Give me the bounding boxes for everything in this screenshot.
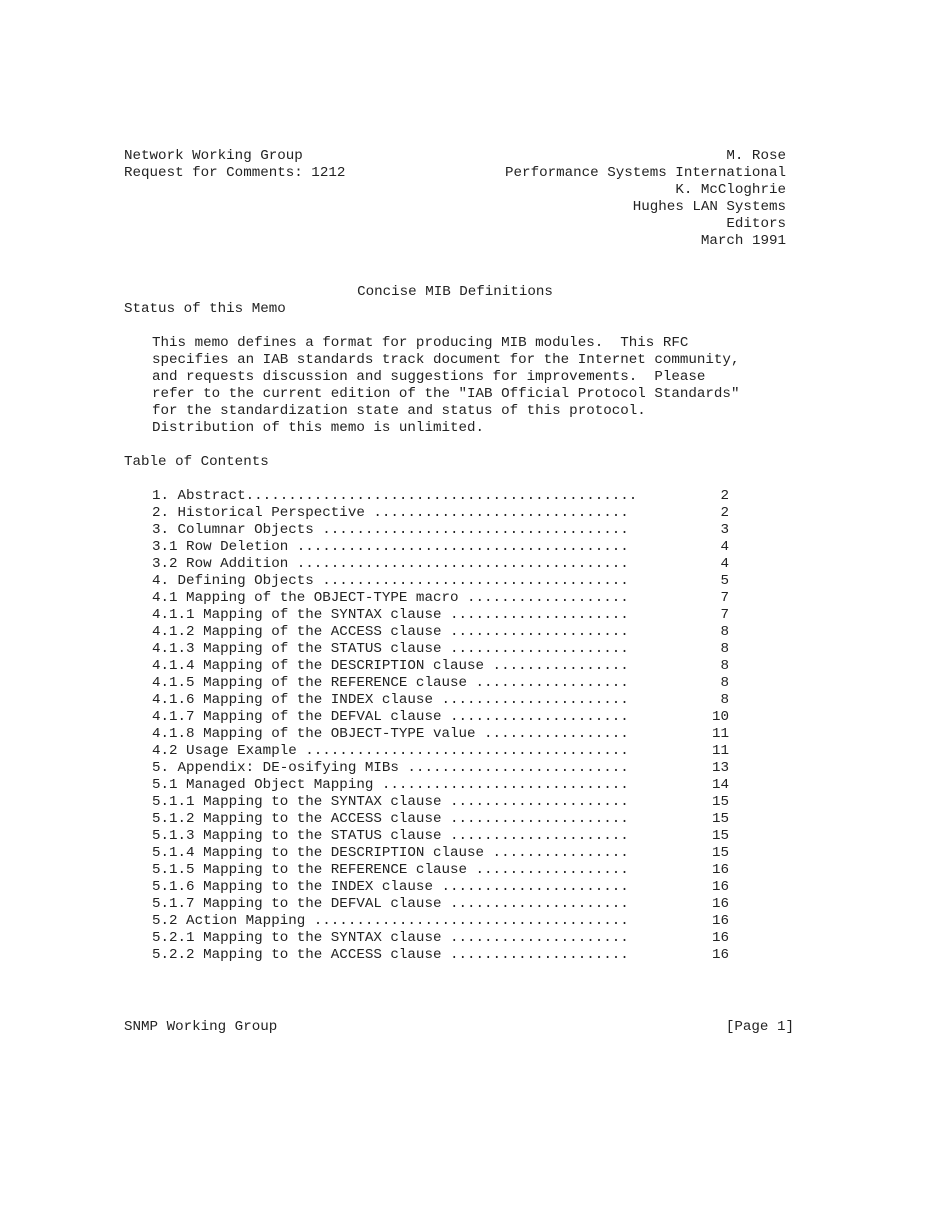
toc-entry-page: 16 (711, 879, 729, 895)
toc-entry (152, 743, 729, 760)
header-row-3 (124, 182, 786, 199)
toc-entry-text: 5.2.2 Mapping to the ACCESS clause ..................... (152, 947, 629, 963)
toc-entry-text: 3.1 Row Deletion ....................................... (152, 539, 629, 555)
editors-label: Editors (726, 216, 786, 232)
toc-entry-text: 5.1.2 Mapping to the ACCESS clause ..................... (152, 811, 629, 827)
toc-entry-text: 2. Historical Perspective .............................. (152, 505, 629, 521)
toc-entry-text: 5.1.1 Mapping to the SYNTAX clause ..................... (152, 794, 629, 810)
toc-entry-text: 5.1.6 Mapping to the INDEX clause ...................... (152, 879, 629, 895)
toc-entry-text: 4.1.4 Mapping of the DESCRIPTION clause ................ (152, 658, 629, 674)
footer-group-label: SNMP Working Group (124, 1019, 278, 1035)
toc-entry-page: 16 (711, 913, 729, 929)
toc-entry-text: 5.1 Managed Object Mapping ............................. (152, 777, 629, 793)
toc-entry (152, 811, 729, 828)
toc-entry (152, 862, 729, 879)
toc-entry-page: 16 (711, 862, 729, 878)
status-body (124, 335, 924, 437)
publication-date: March 1991 (700, 233, 786, 249)
toc-entry-page: 15 (711, 811, 729, 827)
toc-entry (152, 777, 729, 794)
rfc-number-label: Request for Comments: 1212 (124, 165, 346, 181)
toc-entry-page: 2 (720, 505, 729, 521)
toc-entry-text: 4.1.8 Mapping of the OBJECT-TYPE value ................. (152, 726, 629, 742)
toc-entry-page: 15 (711, 828, 729, 844)
toc-entry-text: 5.1.3 Mapping to the STATUS clause ..................... (152, 828, 629, 844)
status-line: This memo defines a format for producing MIB modules. This RFC (152, 335, 689, 351)
rfc-page (124, 148, 924, 964)
toc-entry (152, 522, 729, 539)
toc-entry-text: 4.1.1 Mapping of the SYNTAX clause ..................... (152, 607, 629, 623)
document-title: Concise MIB Definitions (357, 284, 553, 300)
toc-entry-page: 10 (711, 709, 729, 725)
status-line: refer to the current edition of the "IAB Official Protocol Standards" (152, 386, 740, 402)
toc-entry-page: 8 (720, 641, 729, 657)
toc-entry-text: 5.1.4 Mapping to the DESCRIPTION clause ................ (152, 845, 629, 861)
toc-entry-text: 4. Defining Objects .................................... (152, 573, 629, 589)
toc-entry-page: 4 (720, 539, 729, 555)
toc-entry-text: 3.2 Row Addition ....................................... (152, 556, 629, 572)
header-row-5 (124, 216, 786, 233)
toc-entry-page: 5 (720, 573, 729, 589)
header-row-1 (124, 148, 786, 165)
toc-entry-text: 5.1.5 Mapping to the REFERENCE clause .................. (152, 862, 629, 878)
toc-entry (152, 947, 729, 964)
toc-entry (152, 930, 729, 947)
toc-entry-page: 8 (720, 624, 729, 640)
toc-entry-page: 16 (711, 930, 729, 946)
toc-entry-text: 4.1.2 Mapping of the ACCESS clause ..................... (152, 624, 629, 640)
toc-entry-text: 4.1.6 Mapping of the INDEX clause ...................... (152, 692, 629, 708)
toc-entry-page: 8 (720, 692, 729, 708)
toc-entry-text: 5. Appendix: DE-osifying MIBs .......................... (152, 760, 629, 776)
toc-entry-page: 16 (711, 896, 729, 912)
toc-entry-text: 4.1.7 Mapping of the DEFVAL clause ..................... (152, 709, 629, 725)
status-line: specifies an IAB standards track document for the Internet community, (152, 352, 740, 368)
toc-entry-page: 16 (711, 947, 729, 963)
toc-entry (152, 879, 729, 896)
toc-entry (152, 505, 729, 522)
status-line: Distribution of this memo is unlimited. (152, 420, 485, 436)
author-affiliation: Performance Systems International (505, 165, 786, 181)
page-footer (124, 1019, 794, 1036)
toc-entry-page: 2 (720, 488, 729, 504)
toc-entry (152, 641, 729, 658)
toc-entry-page: 15 (711, 845, 729, 861)
toc-entry-page: 4 (720, 556, 729, 572)
toc-entry-text: 4.2 Usage Example ...................................... (152, 743, 629, 759)
toc-entry-text: 4.1.5 Mapping of the REFERENCE clause .................. (152, 675, 629, 691)
toc-entry (152, 896, 729, 913)
toc-entry-text: 4.1 Mapping of the OBJECT-TYPE macro ................... (152, 590, 629, 606)
toc-entry-page: 3 (720, 522, 729, 538)
toc-entry-text: 5.2 Action Mapping ..................................... (152, 913, 629, 929)
toc-entry-page: 8 (720, 675, 729, 691)
toc-entry-page: 11 (711, 743, 729, 759)
toc-entry (152, 845, 729, 862)
toc-entry-page: 11 (711, 726, 729, 742)
toc-entry (152, 573, 729, 590)
toc-entry (152, 539, 729, 556)
toc-entry-text: 5.2.1 Mapping to the SYNTAX clause ..................... (152, 930, 629, 946)
toc-entry-page: 14 (711, 777, 729, 793)
toc-entry (152, 913, 729, 930)
header-row-4 (124, 199, 786, 216)
toc-entry (152, 556, 729, 573)
working-group-label: Network Working Group (124, 148, 303, 164)
toc-entry (152, 692, 729, 709)
table-of-contents (124, 488, 924, 964)
toc-entry (152, 760, 729, 777)
header-row-6 (124, 233, 786, 250)
author-name-2: K. McCloghrie (675, 182, 786, 198)
toc-entry (152, 488, 729, 505)
toc-entry (152, 658, 729, 675)
header-row-2 (124, 165, 786, 182)
toc-entry (152, 709, 729, 726)
toc-entry (152, 590, 729, 607)
toc-heading: Table of Contents (124, 454, 269, 470)
toc-entry (152, 624, 729, 641)
toc-entry-page: 13 (711, 760, 729, 776)
toc-entry-text: 4.1.3 Mapping of the STATUS clause ..................... (152, 641, 629, 657)
toc-entry-page: 8 (720, 658, 729, 674)
toc-entry-text: 1. Abstract.............................................. (152, 488, 638, 504)
toc-entry-text: 3. Columnar Objects .................................... (152, 522, 629, 538)
status-line: and requests discussion and suggestions for improvements. Please (152, 369, 706, 385)
toc-entry-page: 15 (711, 794, 729, 810)
page-number: [Page 1] (725, 1019, 794, 1035)
toc-entry (152, 607, 729, 624)
toc-entry (152, 828, 729, 845)
status-line: for the standardization state and status of this protocol. (152, 403, 646, 419)
toc-entry (152, 726, 729, 743)
toc-entry-text: 5.1.7 Mapping to the DEFVAL clause ..................... (152, 896, 629, 912)
status-heading: Status of this Memo (124, 301, 286, 317)
toc-entry (152, 675, 729, 692)
author-name: M. Rose (726, 148, 786, 164)
toc-entry (152, 794, 729, 811)
toc-entry-page: 7 (720, 590, 729, 606)
author-affiliation-2: Hughes LAN Systems (632, 199, 786, 215)
toc-entry-page: 7 (720, 607, 729, 623)
